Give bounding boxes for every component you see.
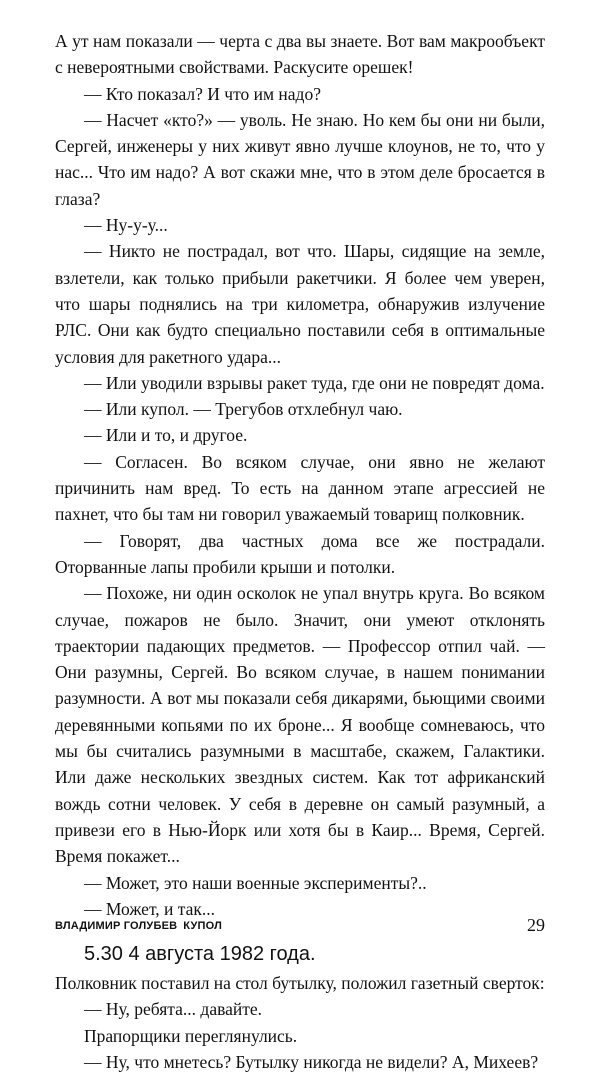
paragraph: — Или и то, и другое. (84, 425, 248, 446)
section-heading: 5.30 4 августа 1982 года. (84, 943, 316, 966)
text-block-before (55, 28, 545, 922)
footer-book-title: КУПОЛ (183, 920, 223, 932)
paragraph: — Может, это наши военные эксперименты?.. (84, 872, 427, 893)
paragraph: — Похоже, ни один осколок не упал внутрь круга. Во всяком случае, пожаров не было. Значит, они умеют отклонять траектории падающих предметов. — Профессор отпил чай. — Они разумны, Сергей. Во всяком случае, в нашем понимании разумности. А вот мы показали себя дикарями, бьющими своими деревянными копьями по их броне... Я вообще сомневаюсь, что мы бы считались разумными в масштабе, скажем, Галактики. Или даже нескольких звездных систем. Как тот африканский вождь сотни человек. У себя в деревне он самый разумный, а привези его в Нью-Йорк или хотя бы в Каир... Время, Сергей. Время покажет... (55, 583, 545, 867)
paragraph: Полковник поставил на стол бутылку, положил газетный сверток: (55, 973, 545, 994)
paragraph: — Или купол. — Трегубов отхлебнул чаю. (84, 399, 403, 420)
paragraph: — Ну, ребята... давайте. (84, 999, 263, 1020)
text-block-after (55, 970, 545, 1075)
paragraph: — Ну, что мнетесь? Бутылку никогда не видели? А, Михеев? (84, 1051, 539, 1072)
paragraph: А ут нам показали — черта с два вы знаете. Вот вам макрообъект с невероятными свойствами. Раскусите орешек! (55, 31, 545, 78)
paragraph: — Никто не пострадал, вот что. Шары, сидящие на земле, взлетели, как только прибыли ракетчики. Я более чем уверен, что шары поднялись на три километра, обнаружив излучение РЛС. Они как будто специально поставили себя в оптимальные условия для ракетного удара... (55, 241, 545, 367)
paragraph: — Может, и так... (84, 898, 216, 919)
paragraph: — Насчет «кто?» — уволь. Не знаю. Но кем бы они ни были, Сергей, инженеры у них живут явно лучше клоунов, не то, что у нас... Что им надо? А вот скажи мне, что в этом деле бросается в глаза? (55, 109, 545, 209)
footer-author: ВЛАДИМИР ГОЛУБЕВ (55, 920, 178, 932)
paragraph: — Ну-у-у... (84, 215, 168, 236)
paragraph: — Согласен. Во всяком случае, они явно не желают причинить нам вред. То есть на данном этапе агрессией не пахнет, что бы там ни говорил уважаемый товарищ полковник. (55, 451, 545, 525)
paragraph: Прапорщики переглянулись. (84, 1025, 298, 1046)
running-footer (55, 920, 222, 932)
paragraph: — Говорят, два частных дома все же пострадали. Оторванные лапы пробили крыши и потолки. (55, 530, 545, 577)
paragraph: — Кто показал? И что им надо? (84, 83, 321, 104)
page-number: 29 (527, 915, 545, 935)
page-footer (55, 915, 545, 937)
paragraph: — Или уводили взрывы ракет туда, где они не повредят дома. (84, 372, 545, 393)
